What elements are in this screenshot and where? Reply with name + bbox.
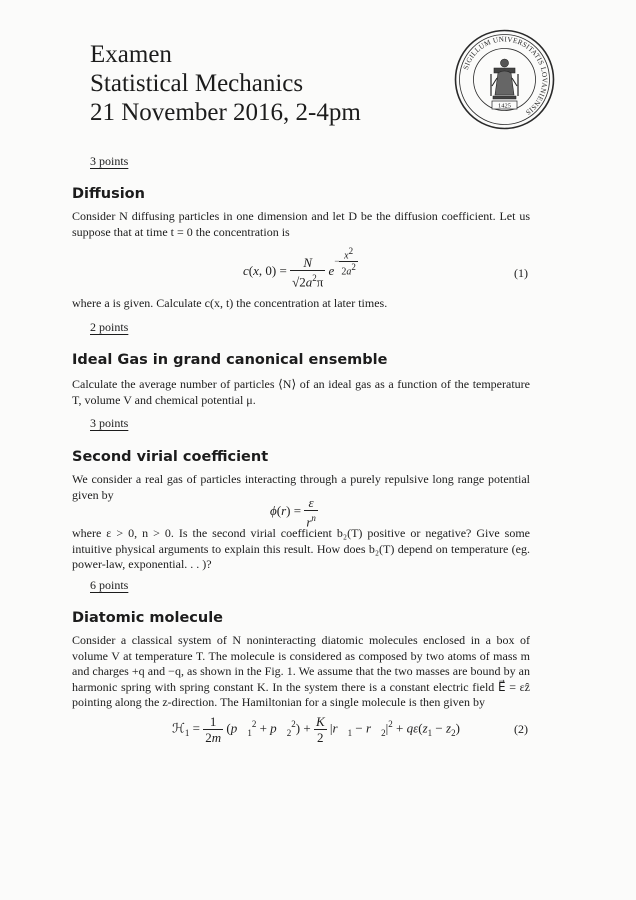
diatomic-heading: Diatomic molecule [72, 610, 224, 626]
virial-heading: Second virial coefficient [72, 449, 269, 465]
diffusion-heading: Diffusion [72, 186, 145, 202]
exam-title [90, 40, 361, 127]
virial-intro: We consider a real gas of particles interacting through a purely repulsive long range potential given by [72, 472, 530, 502]
ideal-gas-heading: Ideal Gas in grand canonical ensemble [72, 352, 388, 368]
diatomic-points: 6 points [90, 578, 129, 592]
virial-after: where ε > 0, n > 0. Is the second virial coefficient b₂(T) positive or negative? Give some intuitive physical arguments to explain this result. How does b₂(T) depend on temperature (eg. power-law, exponential. . . )? [72, 526, 530, 571]
virial-equation: ϕ(r) = $\frac{\varepsilon}{r^n}$ [270, 495, 316, 530]
university-seal-icon [453, 28, 556, 131]
virial-points: 3 points [90, 416, 129, 430]
diffusion-points: 3 points [90, 154, 129, 168]
title-line-1: Examen [90, 41, 172, 68]
title-line-2: Statistical Mechanics [90, 70, 304, 97]
ideal-gas-points: 2 points [90, 320, 129, 334]
hamiltonian-equation: ℋ$_1$ = $\frac{1}{2m}$ ($p⃗_1^2$ + $p⃗_2^2$) + $\frac{K}{2}$ $|r⃗_1$ − $r⃗_2|^2 + q\varepsilon(z_1 - z_2)$ [172, 714, 460, 745]
seal-text: SIGILLUM UNIVERSITATIS LOVANIENSIS [461, 35, 549, 117]
hamiltonian-eq-number: (2) [514, 722, 528, 736]
seal-year: 1425 [498, 102, 511, 110]
diatomic-text: Consider a classical system of N noninteracting diatomic molecules enclosed in a box of volume V at temperature T. The molecule is considered as composed by two atoms of mass m and charges +q and −q, as shown in the Fig. 1. We assume that the two masses are bound by an harmonic spring with spring constant K. In the system there is a constant electric field E⃗ = εẑ pointing along the z-direction. The Hamiltonian for a single molecule is then given by [72, 633, 530, 709]
diffusion-intro: Consider N diffusing particles in one dimension and let D be the diffusion coefficient. Let us suppose that at time t = 0 the concentration is [72, 209, 530, 239]
title-line-3: 21 November 2016, 2-4pm [90, 99, 361, 126]
diffusion-after: where a is given. Calculate c(x, t) the concentration at later times. [72, 296, 388, 310]
diffusion-eq-number: (1) [514, 266, 528, 280]
ideal-gas-text: Calculate the average number of particles ⟨N⟩ of an ideal gas as a function of the temperature T, volume V and chemical potential μ. [72, 377, 530, 407]
diffusion-equation: c(x, 0) = $\frac{N}{√2a^2\pi}$ $e^{- \frac{x^2}{2a^2}}$ [243, 246, 356, 290]
